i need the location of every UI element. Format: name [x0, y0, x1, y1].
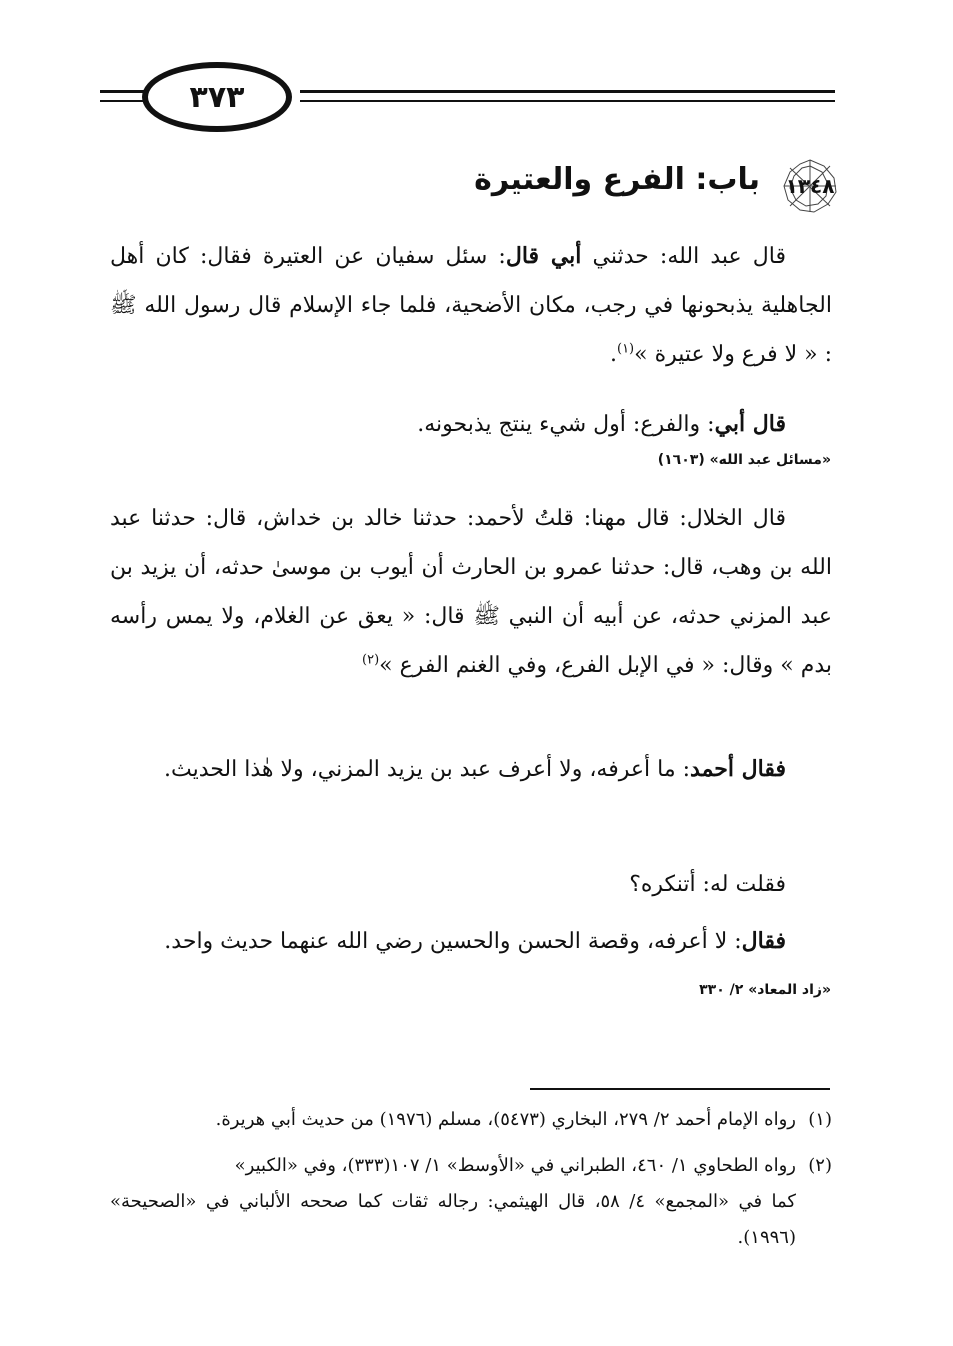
chapter-number: ١٣٤٨: [785, 174, 835, 198]
p3-text: قال الخلال: قال مهنا: قلتُ لأحمد: حدثنا خالد بن خداش، قال: حدثنا عبد الله بن وهب، قال: حدثنا عمرو بن الحارث أن أيوب بن موسىٰ حدثه، أن يزيد بن عبد المزني حدثه، عن أبيه أن النبي ﷺ قال: « يعق عن الغلام، ولا يمس رأسه بدم » وقال: « في الإبل الفرع، وفي الغنم الفرع »: [110, 506, 832, 678]
footnote-divider: [530, 1088, 830, 1090]
header-rule-right-thin: [300, 100, 835, 102]
paragraph-4: [110, 745, 832, 794]
p6-text: : لا أعرفه، وقصة الحسن والحسين رضي الله عنهما حديث واحد.: [164, 929, 742, 954]
paragraph-5: فقلت له: أتنكره؟: [629, 872, 786, 897]
footnote-2-number: (٢): [808, 1155, 832, 1176]
paragraph-2: [110, 400, 832, 449]
footnote-marker-2[interactable]: (٢): [362, 652, 380, 668]
p4-text: : ما أعرفه، ولا أعرف عبد بن يزيد المزني، ولا هٰذا الحديث.: [163, 757, 691, 782]
paragraph-1: [110, 232, 832, 379]
header-rule-left-thin: [100, 100, 146, 102]
source-reference-2: «زاد المعاد» ٢/ ٣٣٠: [699, 982, 831, 998]
p1-end: .: [609, 342, 617, 367]
chapter-number-badge: [780, 158, 840, 214]
p6-bold: فقال: [741, 928, 786, 954]
paragraph-3: [110, 494, 832, 690]
header-rule-left: [100, 90, 146, 93]
footnote-2-continuation: كما في «المجمع» ٤/ ٥٨، قال الهيثمي: رجاله ثقات كما صححه الألباني في «الصحيحة» (١٩٩٦).: [110, 1191, 797, 1248]
p1-bold: أبي قال: [505, 243, 582, 269]
page-header: [100, 62, 835, 142]
footnote-1-number: (١): [808, 1109, 832, 1130]
source-reference-1: «مسائل عبد الله» (١٦٠٣): [657, 452, 831, 468]
p2-text: : والفرع: أول شيء ينتج يذبحونه.: [417, 412, 715, 437]
p4-bold: فقال أحمد: [690, 756, 786, 782]
p1-part-a: قال عبد الله: حدثني: [581, 244, 787, 269]
page-number: ٣٧٣: [142, 62, 292, 132]
p2-bold: قال أبي: [714, 411, 786, 437]
footnote-1-text: رواه الإمام أحمد ٢/ ٢٧٩، البخاري (٥٤٧٣)، مسلم (١٩٧٦) من حديث أبي هريرة.: [215, 1109, 796, 1130]
footnote-2-text: رواه الطحاوي ١/ ٤٦٠، الطبراني في «الأوسط» ١/ ١٠٧(٣٣٣)، وفي «الكبير»: [234, 1155, 796, 1176]
header-rule-right: [300, 90, 835, 93]
chapter-heading: [340, 158, 840, 218]
footnote-1: [110, 1102, 832, 1138]
footnote-marker-1[interactable]: (١): [616, 341, 635, 357]
footnote-2: [110, 1148, 832, 1256]
paragraph-6: [110, 917, 832, 966]
chapter-title: باب: الفرع والعتيرة: [474, 162, 760, 197]
p1-part-c: : سئل سفيان عن العتيرة فقال: كان أهل الجاهلية يذبحونها في رجب، مكان الأضحية، فلما جاء الإسلام قال رسول الله ﷺ : « لا فرع ولا عتيرة »: [110, 244, 832, 367]
